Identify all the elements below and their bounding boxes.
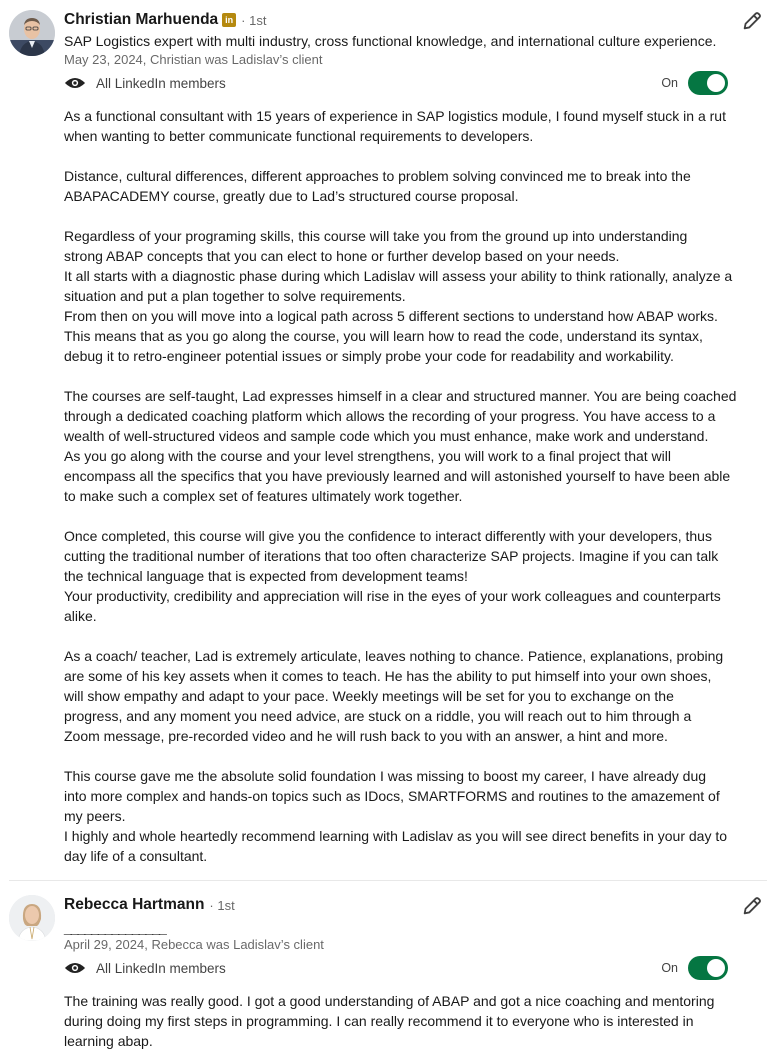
name-line <box>64 895 783 915</box>
visibility-row <box>64 954 728 982</box>
pencil-icon[interactable] <box>741 10 763 32</box>
recommendation-date-relation: May 23, 2024, Christian was Ladislav’s client <box>64 52 323 67</box>
toggle-knob <box>707 959 725 977</box>
recommendation-paragraph: Distance, cultural differences, different approaches to problem solving convinced me to break into the ABAPACADEMY course, greatly due to Lad’s structured course proposal. <box>64 168 691 204</box>
toggle-knob <box>707 74 725 92</box>
divider <box>9 880 767 881</box>
visibility-row <box>64 69 728 97</box>
recommendation-card <box>0 895 783 1051</box>
recommendation-card <box>0 10 783 866</box>
recommendation-text <box>64 106 739 866</box>
visibility-label: All LinkedIn members <box>96 960 226 976</box>
recommender-name[interactable]: Christian Marhuenda <box>64 11 219 28</box>
visibility-label: All LinkedIn members <box>96 75 226 91</box>
visibility-toggle-group <box>661 71 728 95</box>
recommender-name[interactable]: Rebecca Hartmann <box>64 896 205 913</box>
pencil-icon[interactable] <box>741 895 763 917</box>
toggle-state-label: On <box>661 76 678 90</box>
recommendation-paragraph: The courses are self-taught, Lad expresses himself in a clear and structured manner. You are being coached through a dedicated coaching platform which allows the recording of your progress. You have access to a wealth of well-structured videos and sample code which you must enhance, make work and understand. As you go along with the course and your level strengthens, you will work to a final project that will encompass all the specifics that you have previously learned and will astonished yourself to have been able to make such a complex set of features ultimately work together. <box>64 388 737 504</box>
recommendation-text <box>64 991 739 1051</box>
recommendation-paragraph: As a coach/ teacher, Lad is extremely articulate, leaves nothing to chance. Patience, explanations, probing are some of his key assets when it comes to teach. He has the ability to put himself into your own shoes, will show empathy and adapt to your pace. Weekly meetings will be set for you to exchange on the progress, and any moment you need advice, are stuck on a riddle, you will reach out to him through a Zoom message, pre-recorded video and he will rush back to you with an answer, a hint and more. <box>64 648 724 744</box>
avatar-photo <box>9 895 55 941</box>
connection-degree: · 1st <box>241 12 267 28</box>
toggle-state-label: On <box>661 961 678 975</box>
avatar[interactable] <box>9 10 55 56</box>
recommendation-paragraph: As a functional consultant with 15 years of experience in SAP logistics module, I found myself stuck in a rut when wanting to better communicate functional requirements to developers. <box>64 108 726 144</box>
recommender-headline: _______________ <box>64 919 166 935</box>
avatar-photo <box>9 10 55 56</box>
eye-icon <box>64 961 86 975</box>
visibility-toggle-group <box>661 956 728 980</box>
recommendation-paragraph: The training was really good. I got a good understanding of ABAP and got a nice coaching and mentoring during doing my first steps in programming. I can really recommend it to everyone who is interested in learning abap. <box>64 993 715 1049</box>
recommendation-paragraph: Once completed, this course will give you the confidence to interact differently with your developers, thus cutting the traditional number of iterations that too often characterize SAP projects. Imagine if you can talk the technical language that is expected from development teams! Your productivity, credibility and appreciation will rise in the eyes of your work colleagues and counterparts alike. <box>64 528 721 624</box>
recommender-headline: SAP Logistics expert with multi industry, cross functional knowledge, and international culture experience. <box>64 33 717 49</box>
visibility-toggle[interactable] <box>688 956 728 980</box>
recommendation-date-relation: April 29, 2024, Rebecca was Ladislav’s client <box>64 937 324 952</box>
name-line <box>64 10 783 30</box>
eye-icon <box>64 76 86 90</box>
recommendation-paragraph: This course gave me the absolute solid foundation I was missing to boost my career, I have already dug into more complex and hands-on topics such as IDocs, SMARTFORMS and routines to the amazement of my peers. I highly and whole heartedly recommend learning with Ladislav as you will see direct benefits in your day to day life of a consultant. <box>64 768 728 864</box>
connection-degree: · 1st <box>209 897 235 913</box>
linkedin-premium-badge-icon: in <box>222 13 236 27</box>
recommendation-paragraph: Regardless of your programing skills, this course will take you from the ground up into understanding strong ABAP concepts that you can elect to hone or further develop based on your needs. It all starts with a diagnostic phase during which Ladislav will assess your ability to think rationally, analyze a situation and put a plan together to solve requirements. From then on you will move into a logical path across 5 different sections to understand how ABAP works. This means that as you go along the course, you will learn how to read the code, understand its syntax, debug it to retro-engineer potential issues or simply probe your code for readability and workability. <box>64 228 733 364</box>
visibility-toggle[interactable] <box>688 71 728 95</box>
avatar[interactable] <box>9 895 55 941</box>
